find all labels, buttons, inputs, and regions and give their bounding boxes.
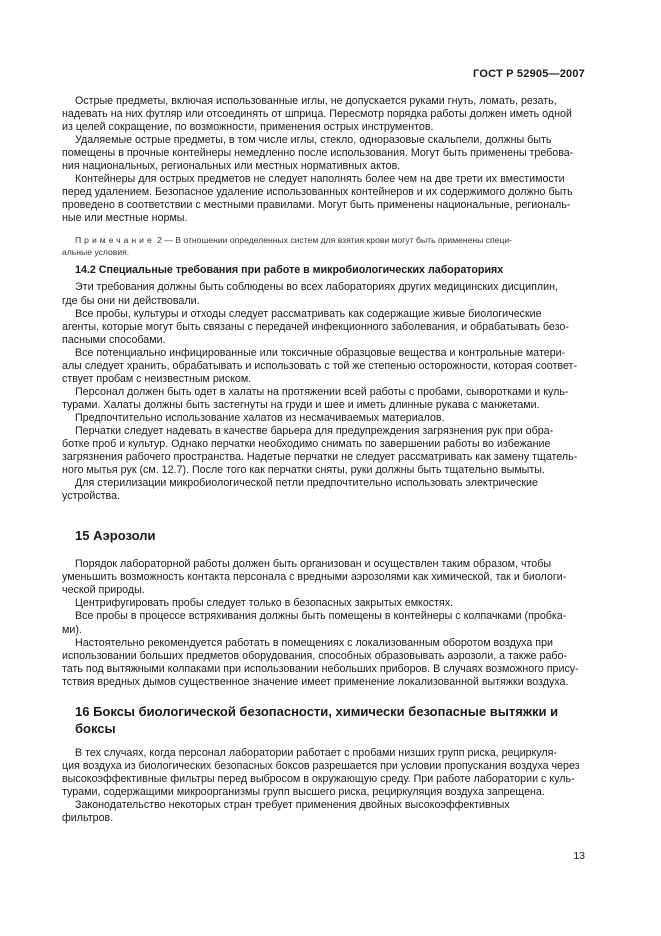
paragraph-14-2-2: Все пробы, культуры и отходы следует рассматривать как содержащие живые биологические агенты, которые могут быть связаны с передачей инфекционного заболевания, и обрабатывать безо- пасными способами. [62,307,569,346]
document-body [62,95,584,825]
paragraph-15-4: Настоятельно рекомендуется работать в помещениях с локализованным оборотом воздуха при использовании больших предметов оборудования, способных образовывать аэрозоли, а также рабо- тать под вытяжными колпаками при использовании небольших приборов. В случаях возможного прису- тствия вредных дымов существенное значение имеет применение локализованной вытяжки воздуха. [62,636,579,688]
note-text: 2 — В отношении определенных систем для взятия крови могут быть применены специ- альные условия. [62,235,513,258]
note-label: Примечание [75,235,155,246]
paragraph-sharps-3: Контейнеры для острых предметов не следует наполнять более чем на две трети их вместимости перед удалением. Безопасное удаление использованных контейнеров и их содержимого должно быть проведено в соответствии с местными правилами. Могут быть применены национальные, региональ- ные или местные нормы. [62,173,573,225]
paragraph-14-2-5: Предпочтительно использование халатов из несмачиваемых материалов. [75,411,445,424]
section-16-title: 16 Боксы биологической безопасности, химически безопасные вытяжки и боксы [75,703,559,736]
paragraph-14-2-3: Все потенциально инфицированные или токсичные образцовые вещества и контрольные матери- алы следует хранить, обрабатывать и использовать с той же степенью осторожности, которая соответ- ствует пробам с неизвестным риском. [62,346,578,385]
paragraph-15-1: Порядок лабораторной работы должен быть организован и осуществлен таким образом, чтобы уменьшить возможность контакта персонала с вредными аэрозолями как химической, так и биологи- ческой природы. [62,558,567,597]
paragraph-14-2-4: Персонал должен быть одет в халаты на протяжении всей работы с пробами, сыворотками и куль- турами. Халаты должны быть застегнуты на груди и шее и иметь длинные рукава с манжетами. [62,385,569,411]
page-header-standard-code: ГОСТ Р 52905—2007 [473,68,585,80]
section-15-title: 15 Аэрозоли [75,528,156,544]
section-14-2-title: 14.2 Специальные требования при работе в микробиологических лабораториях [75,264,504,277]
paragraph-16-1: В тех случаях, когда персонал лаборатории работает с пробами низших групп риска, рециркуля- ция воздуха из биологических безопасных боксов разрешается при условии пропускания воздуха через высокоэффективные фильтры перед выбросом в окружающую среду. При работе лаборатории с куль- турами, содержащими микроорганизмы групп высшего риска, рециркуляция воздуха запрещена. [62,746,580,798]
paragraph-15-2: Центрифугировать пробы следует только в безопасных закрытых емкостях. [75,597,454,610]
paragraph-14-2-6: Перчатки следует надевать в качестве барьера для предупреждения загрязнения рук при обра- ботке проб и культур. Однако перчатки необходимо снимать по завершении работы во избежание загрязнения рабочего пространства. Надетые перчатки не следует рассматривать как замену тщатель- ного мытья рук (см. 12.7). После того как перчатки сняты, руки должны быть тщательно вымыты. [62,424,578,477]
page-number: 13 [573,850,585,862]
paragraph-sharps-2: Удаляемые острые предметы, в том числе иглы, стекло, одноразовые скальпели, должны быть помещены в прочные контейнеры немедленно после использования. Могут быть применены требова- ния национальных, региональных или местных нормативных актов. [62,134,574,173]
paragraph-15-3: Все пробы в процессе встряхивания должны быть помещены в контейнеры с колпачками (пробка- ми). [62,610,567,636]
paragraph-14-2-7: Для стерилизации микробиологической петли предпочтительно использовать электрические устройства. [62,477,538,503]
note-2 [62,234,584,258]
paragraph-14-2-1: Эти требования должны быть соблюдены во всех лабораториях других медицинских дисциплин, где бы они ни действовали. [62,281,558,307]
paragraph-16-2: Законодательство некоторых стран требует применения двойных высокоэффективных фильтров. [62,798,510,824]
paragraph-sharps-1: Острые предметы, включая использованные иглы, не допускается руками гнуть, ломать, резать, надевать на них футляр или отсоединять от шприца. Пересмотр порядка работы должен иметь одной из целей сокращение, по возможности, применения острых инструментов. [62,95,572,134]
